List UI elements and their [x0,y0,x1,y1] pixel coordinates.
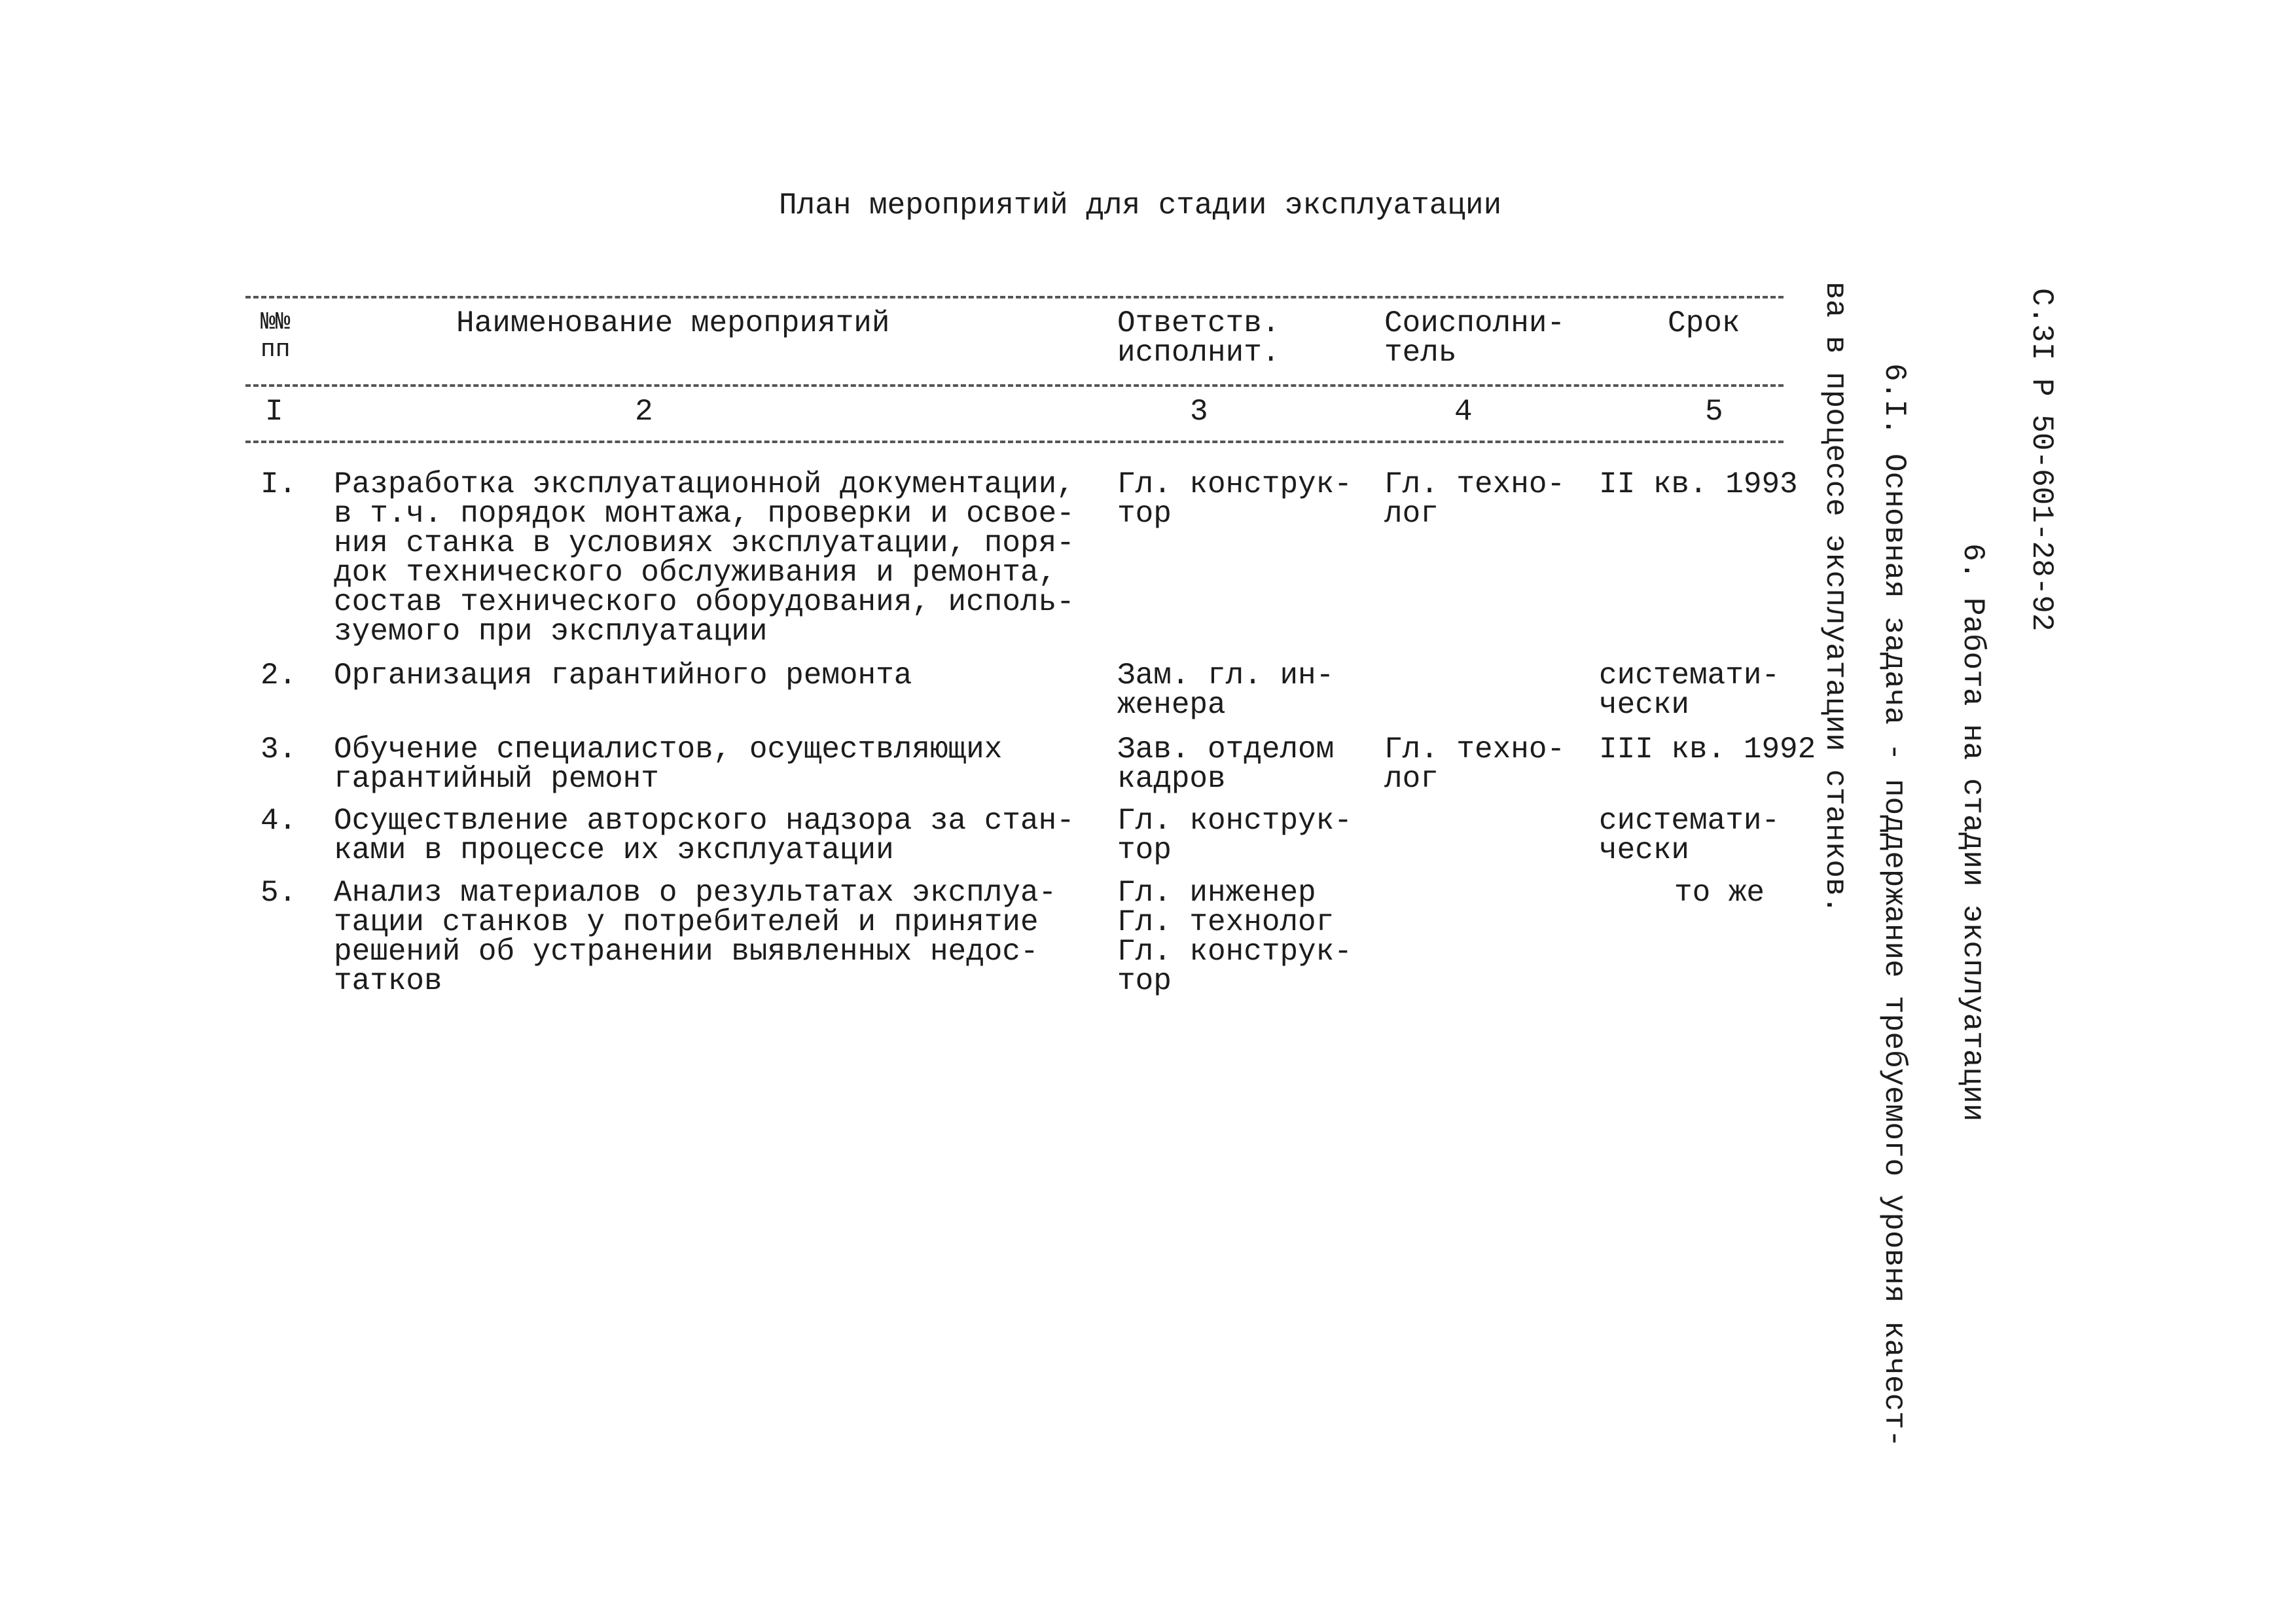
row-term: системати- чески [1599,804,1780,867]
row-term: III кв. 1992 [1599,732,1816,767]
row-number: 2. [260,659,297,693]
row-number: 4. [260,804,297,838]
document-title: План мероприятий для стадии эксплуатации [779,189,1502,223]
row-coexecutor: Гл. техно- лог [1384,467,1566,531]
section-heading: 6. Работа на стадии эксплуатации [1956,543,1990,1122]
header-name: Наименование мероприятий [456,306,890,340]
row-responsible: Гл. конструк- тор [1117,804,1352,867]
header-coexecutor: Соисполни- тель [1384,306,1566,370]
row-activity: Осуществление авторского надзора за стан- ками в процессе их эксплуатации [334,804,1075,867]
colnum-1: I [265,395,283,429]
page-reference: С.3I Р 50-601-28-92 [2024,288,2058,632]
row-term: II кв. 1993 [1599,467,1798,501]
row-activity: Анализ материалов о результатах эксплуа- тации станков у потребителей и принятие решений об устранении выявленных недос- татков [334,876,1057,998]
row-term: то же [1674,876,1765,910]
row-activity: Организация гарантийного ремонта [334,659,912,693]
row-number: 3. [260,732,297,767]
colnum-3: 3 [1190,395,1208,429]
table-top-rule [245,296,1784,298]
section-text-line1: 6.I. Основная задача - поддержание требуемого уровня качест- [1877,363,1911,1448]
row-coexecutor: Гл. техно- лог [1384,732,1566,796]
row-activity: Обучение специалистов, осуществляющих гарантийный ремонт [334,732,1003,796]
colnum-5: 5 [1705,395,1723,429]
row-responsible: Гл. конструк- тор [1117,467,1352,531]
header-responsible: Ответств. исполнит. [1117,306,1280,370]
table-header-rule [245,384,1784,387]
header-term: Срок [1668,306,1740,340]
table-numbers-rule [245,441,1784,443]
row-term: системати- чески [1599,659,1780,722]
row-number: 5. [260,876,297,910]
colnum-2: 2 [635,395,653,429]
header-num: №№ пп [260,308,291,364]
colnum-4: 4 [1454,395,1473,429]
section-text-line2: ва в процессе эксплуатации станков. [1818,281,1852,914]
row-responsible: Зав. отделом кадров [1117,732,1335,796]
row-responsible: Гл. инженер Гл. технолог Гл. конструк- тор [1117,876,1352,998]
row-activity: Разработка эксплуатационной документации, в т.ч. порядок монтажа, проверки и освое- ния станка в условиях эксплуатации, поря- док технического обслуживания и ремонта, состав технического оборудования, исполь- зуемого при эксплуатации [334,467,1075,649]
row-number: I. [260,467,297,501]
row-responsible: Зам. гл. ин- женера [1117,659,1335,722]
